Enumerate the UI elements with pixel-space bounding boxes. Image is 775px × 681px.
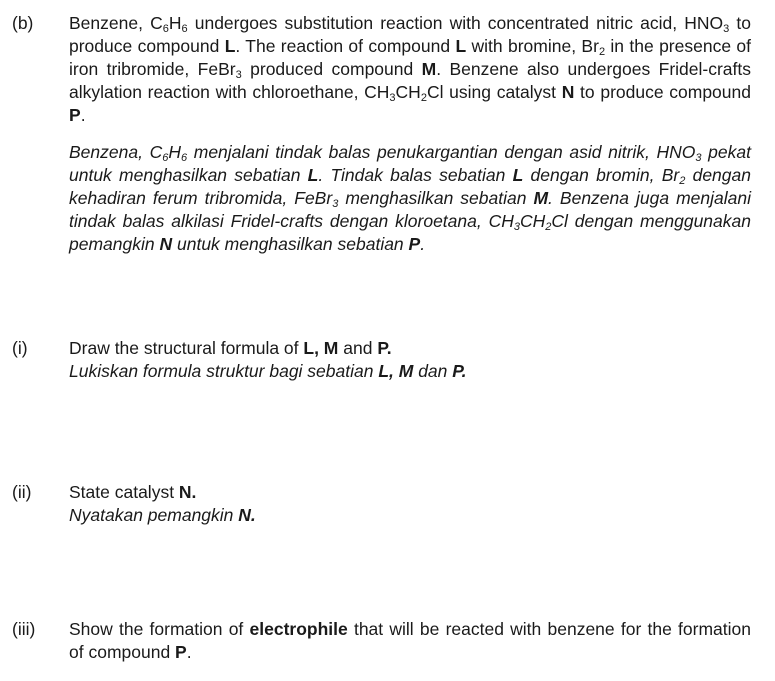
question-i-malay: Lukiskan formula struktur bagi sebatian L, M dan P. bbox=[69, 361, 467, 381]
question-i-english: Draw the structural formula of L, M and P. bbox=[69, 338, 392, 358]
part-b-body bbox=[69, 12, 751, 256]
question-iii-label: (iii) bbox=[12, 619, 36, 639]
question-ii-malay: Nyatakan pemangkin N. bbox=[69, 505, 256, 525]
part-b-label: (b) bbox=[12, 13, 34, 33]
part-b-english-paragraph: Benzene, $C_6H_6$ undergoes substitution reaction with concentrated nitric acid, $HNO_3$ to produce compound L. The reaction of compound L with bromine, $Br_2$ in the presence of iron tribromide, FeBr$_3$ produced compound M. Benzene also undergoes Fridel-crafts alkylation reaction with chloroethane, $CH_3CH_2Cl$ using catalyst N to produce compound P. bbox=[69, 13, 752, 125]
question-i-label: (i) bbox=[12, 338, 28, 358]
question-ii-english: State catalyst N. bbox=[69, 482, 197, 502]
question-i-body bbox=[69, 337, 751, 383]
question-ii-label: (ii) bbox=[12, 482, 32, 502]
part-b-malay-paragraph: Benzena, $C_6H_6$ menjalani tindak balas penukargantian dengan asid nitrik, $HNO_3$ pekat untuk menghasilkan sebatian L. Tindak balas sebatian L dengan bromin, $Br_2$ dengan kehadiran ferum tribromida, FeBr$_3$ menghasilkan sebatian M. Benzena juga menjalani tindak balas alkilasi Fridel-crafts dengan kloroetana, $CH_3CH_2Cl$ dengan menggunakan pemangkin N untuk menghasilkan sebatian P. bbox=[69, 142, 751, 254]
question-ii-body bbox=[69, 481, 751, 527]
question-iii-body bbox=[69, 618, 751, 664]
question-iii-english: Show the formation of electrophile that will be reacted with benzene for the formation of compound P. bbox=[69, 619, 751, 662]
